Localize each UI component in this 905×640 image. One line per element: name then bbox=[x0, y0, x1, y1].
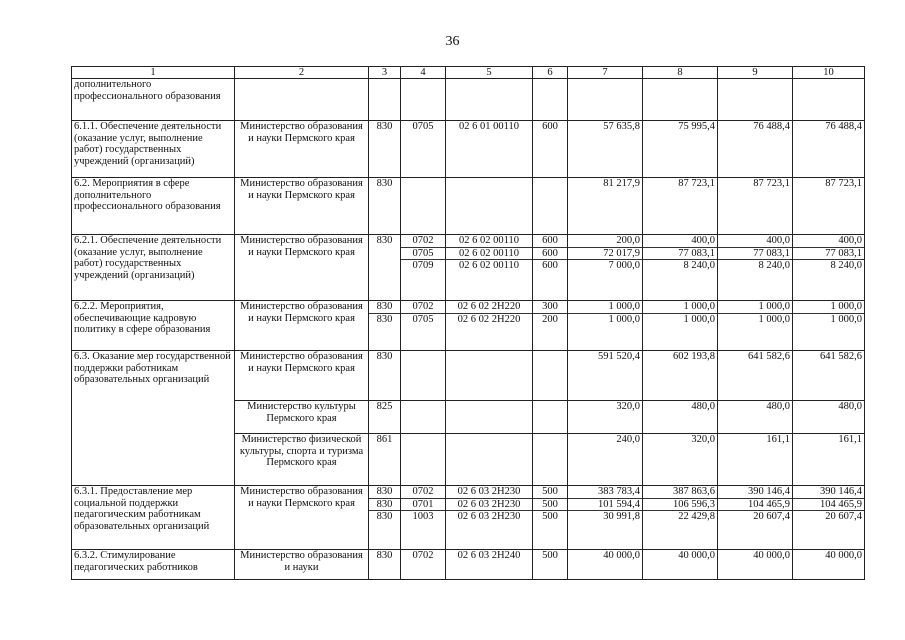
amount-col8: 40 000,0 bbox=[678, 550, 715, 561]
target-code: 02 6 01 00110 bbox=[459, 121, 519, 132]
section-code-cell bbox=[401, 121, 446, 178]
expense-type-code-cell bbox=[533, 486, 568, 550]
amount-col7: 1 000,0 bbox=[568, 301, 642, 314]
amount-col8-cell bbox=[643, 351, 718, 401]
section-code: 0702 bbox=[412, 550, 434, 561]
target-code: 02 6 02 2Н220 bbox=[457, 313, 521, 325]
column-header: 5 bbox=[446, 67, 533, 79]
admin-code-cell bbox=[369, 121, 401, 178]
amount-col9-cell bbox=[718, 121, 793, 178]
expense-type-code: 500 bbox=[533, 486, 567, 499]
amount-col10: 1 000,0 bbox=[793, 301, 864, 314]
expense-type-code: 500 bbox=[542, 550, 558, 561]
admin-code: 830 bbox=[376, 511, 393, 522]
responsible-ministry: Министерство образования и науки Пермского края bbox=[235, 235, 369, 301]
amount-col8-cell bbox=[643, 301, 718, 351]
admin-code: 830 bbox=[376, 313, 393, 325]
amount-col8-cell bbox=[643, 401, 718, 434]
amount-col8: 602 193,8 bbox=[673, 351, 715, 362]
item-description: 6.3. Оказание мер государственной поддержки работникам образовательных организаций bbox=[72, 351, 235, 401]
section-code: 0702 bbox=[401, 486, 445, 499]
amount-col10: 104 465,9 bbox=[793, 499, 864, 512]
expense-type-code: 500 bbox=[533, 499, 567, 512]
section-code: 0705 bbox=[401, 248, 445, 261]
amount-col9: 40 000,0 bbox=[753, 550, 790, 561]
expense-type-code-cell bbox=[533, 121, 568, 178]
amount-col8-cell bbox=[643, 79, 718, 121]
amount-col8: 77 083,1 bbox=[643, 248, 717, 261]
amount-col9: 400,0 bbox=[718, 235, 792, 248]
amount-col7: 81 217,9 bbox=[603, 178, 640, 189]
responsible-ministry: Министерство образования и науки Пермского края bbox=[235, 486, 369, 550]
amount-col8-cell bbox=[643, 235, 718, 301]
section-code: 0705 bbox=[412, 313, 434, 325]
expense-type-code-cell bbox=[533, 235, 568, 301]
item-description: 6.3.1. Предоставление мер социальной поддержки педагогическим работникам образовательных организаций bbox=[72, 486, 235, 550]
expense-type-code: 600 bbox=[542, 121, 558, 132]
amount-col9-cell bbox=[718, 486, 793, 550]
amount-col9-cell bbox=[718, 550, 793, 580]
amount-col10-cell bbox=[793, 351, 865, 401]
header-row bbox=[72, 67, 865, 79]
column-header: 7 bbox=[568, 67, 643, 79]
amount-col7-cell bbox=[568, 434, 643, 486]
expense-type-code: 600 bbox=[533, 235, 567, 248]
amount-col8-cell bbox=[643, 486, 718, 550]
amount-col7-cell bbox=[568, 301, 643, 351]
expense-type-code-cell bbox=[533, 434, 568, 486]
admin-code-cell bbox=[369, 486, 401, 550]
item-description bbox=[72, 434, 235, 486]
section-code: 0702 bbox=[401, 235, 445, 248]
column-header: 10 bbox=[793, 67, 865, 79]
column-header: 8 bbox=[643, 67, 718, 79]
amount-col7: 101 594,4 bbox=[568, 499, 642, 512]
amount-col10: 400,0 bbox=[793, 235, 864, 248]
admin-code-cell bbox=[369, 434, 401, 486]
admin-code-cell bbox=[369, 178, 401, 235]
amount-col10-cell bbox=[793, 79, 865, 121]
amount-col9: 87 723,1 bbox=[753, 178, 790, 189]
admin-code: 830 bbox=[369, 499, 400, 512]
table-body bbox=[72, 67, 865, 580]
amount-col7-cell bbox=[568, 178, 643, 235]
target-code: 02 6 02 00110 bbox=[446, 235, 532, 248]
expense-type-code: 200 bbox=[542, 313, 558, 325]
amount-col8: 387 863,6 bbox=[643, 486, 717, 499]
amount-col9-cell bbox=[718, 178, 793, 235]
expense-type-code-cell bbox=[533, 351, 568, 401]
amount-col8: 75 995,4 bbox=[678, 121, 715, 132]
amount-col7: 30 991,8 bbox=[603, 511, 640, 522]
column-header: 9 bbox=[718, 67, 793, 79]
amount-col9: 641 582,6 bbox=[748, 351, 790, 362]
responsible-ministry bbox=[235, 79, 369, 121]
target-code-cell bbox=[446, 178, 533, 235]
amount-col8: 1 000,0 bbox=[683, 313, 715, 325]
section-code: 0702 bbox=[401, 301, 445, 314]
section-code-cell bbox=[401, 486, 446, 550]
admin-code: 830 bbox=[369, 486, 400, 499]
target-code-cell bbox=[446, 550, 533, 580]
target-code: 02 6 03 2Н230 bbox=[446, 499, 532, 512]
amount-col9: 8 240,0 bbox=[758, 260, 790, 271]
table-row bbox=[72, 401, 865, 434]
amount-col9: 1 000,0 bbox=[758, 313, 790, 325]
amount-col8-cell bbox=[643, 121, 718, 178]
responsible-ministry: Министерство образования и науки bbox=[235, 550, 369, 580]
expense-type-code: 600 bbox=[533, 248, 567, 261]
target-code: 02 6 02 2Н220 bbox=[446, 301, 532, 314]
section-code-cell bbox=[401, 434, 446, 486]
table-row bbox=[72, 434, 865, 486]
admin-code: 830 bbox=[376, 550, 393, 561]
section-code-cell bbox=[401, 351, 446, 401]
section-code-cell bbox=[401, 178, 446, 235]
amount-col7: 591 520,4 bbox=[598, 351, 640, 362]
expense-type-code: 300 bbox=[533, 301, 567, 314]
admin-code-cell bbox=[369, 401, 401, 434]
amount-col9: 480,0 bbox=[766, 401, 790, 412]
amount-col10-cell bbox=[793, 301, 865, 351]
target-code-cell bbox=[446, 235, 533, 301]
amount-col9-cell bbox=[718, 434, 793, 486]
amount-col10-cell bbox=[793, 550, 865, 580]
amount-col9-cell bbox=[718, 351, 793, 401]
amount-col7: 1 000,0 bbox=[608, 313, 640, 325]
admin-code-cell bbox=[369, 351, 401, 401]
amount-col10-cell bbox=[793, 121, 865, 178]
amount-col8: 320,0 bbox=[691, 434, 715, 445]
target-code-cell bbox=[446, 351, 533, 401]
section-code: 0705 bbox=[412, 121, 434, 132]
amount-col9-cell bbox=[718, 301, 793, 351]
amount-col10: 20 607,4 bbox=[825, 511, 862, 522]
responsible-ministry: Министерство образования и науки Пермского края bbox=[235, 178, 369, 235]
target-code-cell bbox=[446, 79, 533, 121]
amount-col7-cell bbox=[568, 79, 643, 121]
amount-col7: 40 000,0 bbox=[603, 550, 640, 561]
amount-col8: 87 723,1 bbox=[678, 178, 715, 189]
amount-col8: 106 596,3 bbox=[643, 499, 717, 512]
amount-col8-cell bbox=[643, 434, 718, 486]
amount-col9: 76 488,4 bbox=[753, 121, 790, 132]
amount-col8-cell bbox=[643, 178, 718, 235]
budget-table bbox=[71, 66, 865, 580]
item-description: 6.1.1. Обеспечение деятельности (оказание услуг, выполнение работ) государственных учреждений (организаций) bbox=[72, 121, 235, 178]
target-code-cell bbox=[446, 121, 533, 178]
amount-col10: 1 000,0 bbox=[830, 313, 862, 325]
amount-col9-cell bbox=[718, 79, 793, 121]
amount-col7: 320,0 bbox=[616, 401, 640, 412]
amount-col10: 77 083,1 bbox=[793, 248, 864, 261]
amount-col10-cell bbox=[793, 235, 865, 301]
table-row bbox=[72, 235, 865, 301]
target-code: 02 6 03 2Н230 bbox=[446, 486, 532, 499]
section-code-cell bbox=[401, 79, 446, 121]
admin-code: 830 bbox=[376, 178, 393, 189]
item-description: 6.2.2. Мероприятия, обеспечивающие кадровую политику в сфере образования bbox=[72, 301, 235, 351]
item-description bbox=[72, 401, 235, 434]
responsible-ministry: Министерство образования и науки Пермского края bbox=[235, 301, 369, 351]
responsible-ministry: Министерство образования и науки Пермского края bbox=[235, 121, 369, 178]
amount-col10: 40 000,0 bbox=[825, 550, 862, 561]
section-code: 0709 bbox=[412, 260, 434, 271]
amount-col9-cell bbox=[718, 235, 793, 301]
admin-code-cell bbox=[369, 79, 401, 121]
amount-col10: 641 582,6 bbox=[820, 351, 862, 362]
amount-col7: 240,0 bbox=[616, 434, 640, 445]
target-code: 02 6 03 2Н230 bbox=[457, 511, 521, 522]
amount-col10: 480,0 bbox=[838, 401, 862, 412]
amount-col8-cell bbox=[643, 550, 718, 580]
admin-code: 830 bbox=[376, 121, 393, 132]
expense-type-code-cell bbox=[533, 79, 568, 121]
amount-col9: 20 607,4 bbox=[753, 511, 790, 522]
amount-col7: 7 000,0 bbox=[608, 260, 640, 271]
table-row bbox=[72, 550, 865, 580]
column-header: 3 bbox=[369, 67, 401, 79]
target-code: 02 6 02 00110 bbox=[459, 260, 519, 271]
column-header: 4 bbox=[401, 67, 446, 79]
amount-col9-cell bbox=[718, 401, 793, 434]
amount-col10: 8 240,0 bbox=[830, 260, 862, 271]
target-code-cell bbox=[446, 401, 533, 434]
expense-type-code-cell bbox=[533, 301, 568, 351]
amount-col7: 383 783,4 bbox=[568, 486, 642, 499]
expense-type-code-cell bbox=[533, 550, 568, 580]
amount-col8: 400,0 bbox=[643, 235, 717, 248]
target-code-cell bbox=[446, 486, 533, 550]
target-code-cell bbox=[446, 301, 533, 351]
target-code: 02 6 03 2Н240 bbox=[457, 550, 521, 561]
table-row bbox=[72, 79, 865, 121]
amount-col7-cell bbox=[568, 550, 643, 580]
admin-code: 825 bbox=[376, 401, 393, 412]
section-code-cell bbox=[401, 550, 446, 580]
responsible-ministry: Министерство культуры Пермского края bbox=[235, 401, 369, 434]
amount-col10: 87 723,1 bbox=[825, 178, 862, 189]
amount-col8: 1 000,0 bbox=[643, 301, 717, 314]
amount-col8: 480,0 bbox=[691, 401, 715, 412]
section-code: 0701 bbox=[401, 499, 445, 512]
amount-col10: 161,1 bbox=[838, 434, 862, 445]
amount-col9: 104 465,9 bbox=[718, 499, 792, 512]
admin-code-cell bbox=[369, 550, 401, 580]
amount-col9: 1 000,0 bbox=[718, 301, 792, 314]
admin-code: 830 bbox=[376, 235, 393, 246]
amount-col7-cell bbox=[568, 235, 643, 301]
item-description: дополнительного профессионального образования bbox=[72, 79, 235, 121]
amount-col7: 200,0 bbox=[568, 235, 642, 248]
amount-col9: 390 146,4 bbox=[718, 486, 792, 499]
item-description: 6.2. Мероприятия в сфере дополнительного профессионального образования bbox=[72, 178, 235, 235]
amount-col10-cell bbox=[793, 178, 865, 235]
table-row bbox=[72, 178, 865, 235]
target-code: 02 6 02 00110 bbox=[446, 248, 532, 261]
amount-col7-cell bbox=[568, 486, 643, 550]
section-code-cell bbox=[401, 301, 446, 351]
responsible-ministry: Министерство образования и науки Пермского края bbox=[235, 351, 369, 401]
section-code: 1003 bbox=[412, 511, 434, 522]
expense-type-code-cell bbox=[533, 401, 568, 434]
table-row bbox=[72, 121, 865, 178]
amount-col7: 72 017,9 bbox=[568, 248, 642, 261]
expense-type-code: 500 bbox=[542, 511, 558, 522]
target-code-cell bbox=[446, 434, 533, 486]
item-description: 6.3.2. Стимулирование педагогических работников bbox=[72, 550, 235, 580]
amount-col10-cell bbox=[793, 401, 865, 434]
expense-type-code: 600 bbox=[542, 260, 558, 271]
column-header: 6 bbox=[533, 67, 568, 79]
section-code-cell bbox=[401, 401, 446, 434]
admin-code-cell bbox=[369, 235, 401, 301]
responsible-ministry: Министерство физической культуры, спорта и туризма Пермского края bbox=[235, 434, 369, 486]
amount-col10-cell bbox=[793, 486, 865, 550]
amount-col10-cell bbox=[793, 434, 865, 486]
amount-col9: 77 083,1 bbox=[718, 248, 792, 261]
amount-col8: 22 429,8 bbox=[678, 511, 715, 522]
table-row bbox=[72, 486, 865, 550]
page-number: 36 bbox=[445, 34, 460, 49]
amount-col8: 8 240,0 bbox=[683, 260, 715, 271]
column-header: 1 bbox=[72, 67, 235, 79]
table-row bbox=[72, 351, 865, 401]
column-header: 2 bbox=[235, 67, 369, 79]
amount-col9: 161,1 bbox=[766, 434, 790, 445]
admin-code: 861 bbox=[376, 434, 393, 445]
expense-type-code-cell bbox=[533, 178, 568, 235]
amount-col7-cell bbox=[568, 351, 643, 401]
table-row bbox=[72, 301, 865, 351]
section-code-cell bbox=[401, 235, 446, 301]
admin-code-cell bbox=[369, 301, 401, 351]
item-description: 6.2.1. Обеспечение деятельности (оказание услуг, выполнение работ) государственных учреждений (организаций) bbox=[72, 235, 235, 301]
admin-code: 830 bbox=[369, 301, 400, 314]
amount-col10: 76 488,4 bbox=[825, 121, 862, 132]
admin-code: 830 bbox=[376, 351, 393, 362]
amount-col7: 57 635,8 bbox=[603, 121, 640, 132]
amount-col7-cell bbox=[568, 401, 643, 434]
amount-col7-cell bbox=[568, 121, 643, 178]
amount-col10: 390 146,4 bbox=[793, 486, 864, 499]
